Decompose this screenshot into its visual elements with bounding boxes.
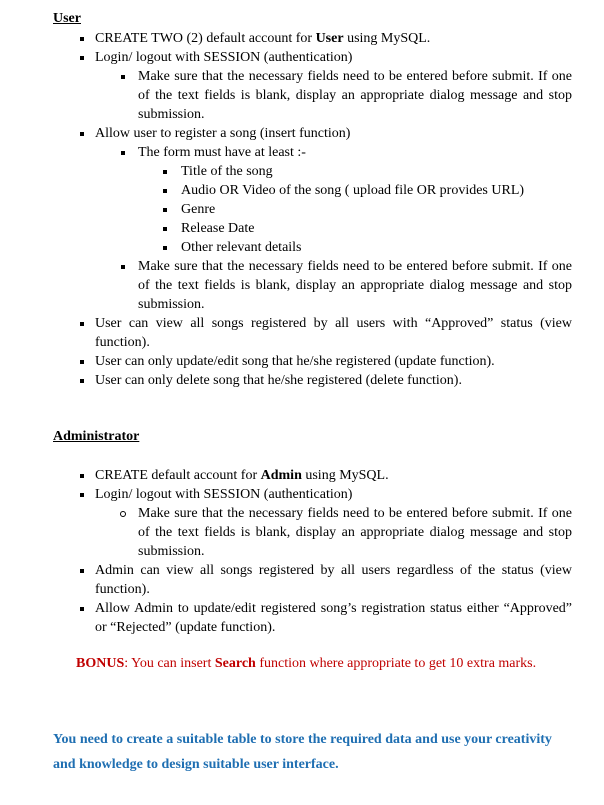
bullet-square: [80, 56, 84, 60]
user-item-register-song: Allow user to register a song (insert function): [95, 126, 351, 141]
text: : You can insert: [124, 656, 215, 671]
user-register-sub-l3: submission.: [138, 297, 205, 312]
bullet-circle: [120, 511, 126, 517]
bullet-square: [80, 322, 84, 326]
user-item-update: User can only update/edit song that he/she registered (update function).: [95, 354, 495, 369]
user-item-create-account: [95, 30, 430, 48]
bullet-square: [80, 37, 84, 41]
bullet-square: [163, 227, 167, 231]
user-register-sub-l1: Make sure that the necessary fields need to be entered before submit. If one: [138, 259, 572, 274]
field-item: Audio OR Video of the song ( upload file OR provides URL): [181, 183, 525, 198]
field-item: Genre: [181, 202, 216, 217]
text: CREATE default account for: [95, 468, 261, 483]
bullet-square: [163, 246, 167, 250]
user-login-sub-l3: submission.: [138, 107, 205, 122]
user-item-view-l1: User can view all songs registered by all users with “Approved” status (view: [95, 316, 572, 331]
bullet-square: [163, 170, 167, 174]
admin-login-sub-l1: Make sure that the necessary fields need to be entered before submit. If one: [138, 506, 572, 521]
user-form-intro: The form must have at least :-: [138, 145, 306, 160]
bullet-square: [80, 569, 84, 573]
design-note-l2: and knowledge to design suitable user interface.: [53, 757, 339, 772]
bold-text: Admin: [260, 468, 302, 483]
admin-item-create-account: [95, 467, 389, 485]
user-login-sub-l2: of the text fields is blank, display an appropriate dialog message and stop: [138, 88, 572, 103]
bullet-square: [80, 379, 84, 383]
user-heading: User: [53, 11, 81, 26]
field-item: Other relevant details: [181, 240, 302, 255]
bullet-square: [80, 132, 84, 136]
bullet-square: [121, 151, 125, 155]
bullet-square: [163, 208, 167, 212]
admin-heading: Administrator: [53, 429, 140, 444]
bullet-square: [80, 474, 84, 478]
bullet-square: [80, 607, 84, 611]
bullet-square: [80, 360, 84, 364]
bonus-label: BONUS: [76, 656, 125, 671]
bold-text: User: [315, 31, 344, 46]
admin-item-status-l2: or “Rejected” (update function).: [95, 620, 276, 635]
admin-item-status-l1: Allow Admin to update/edit registered song’s registration status either “Approved”: [95, 601, 572, 616]
bullet-square: [163, 189, 167, 193]
user-login-sub-l1: Make sure that the necessary fields need to be entered before submit. If one: [138, 69, 572, 84]
user-register-sub-l2: of the text fields is blank, display an appropriate dialog message and stop: [138, 278, 572, 293]
user-item-view-l2: function).: [95, 335, 150, 350]
bullet-square: [121, 265, 125, 269]
admin-login-sub-l3: submission.: [138, 544, 205, 559]
text: function where appropriate to get 10 extra marks.: [255, 656, 537, 671]
admin-login-sub-l2: of the text fields is blank, display an appropriate dialog message and stop: [138, 525, 572, 540]
text: using MySQL.: [343, 31, 431, 46]
user-item-delete: User can only delete song that he/she registered (delete function).: [95, 373, 462, 388]
admin-item-view-l2: function).: [95, 582, 150, 597]
bold-text: Search: [214, 656, 256, 671]
bullet-square: [80, 493, 84, 497]
text: using MySQL.: [301, 468, 389, 483]
user-item-login: Login/ logout with SESSION (authentication): [95, 50, 353, 65]
field-item: Title of the song: [181, 164, 273, 179]
text: CREATE TWO (2) default account for: [95, 31, 316, 46]
field-item: Release Date: [181, 221, 255, 236]
design-note-l1: You need to create a suitable table to store the required data and use your creativity: [53, 732, 552, 747]
bonus-note: [76, 655, 536, 673]
bullet-square: [121, 75, 125, 79]
admin-item-view-l1: Admin can view all songs registered by all users regardless of the status (view: [95, 563, 572, 578]
admin-item-login: Login/ logout with SESSION (authentication): [95, 487, 353, 502]
